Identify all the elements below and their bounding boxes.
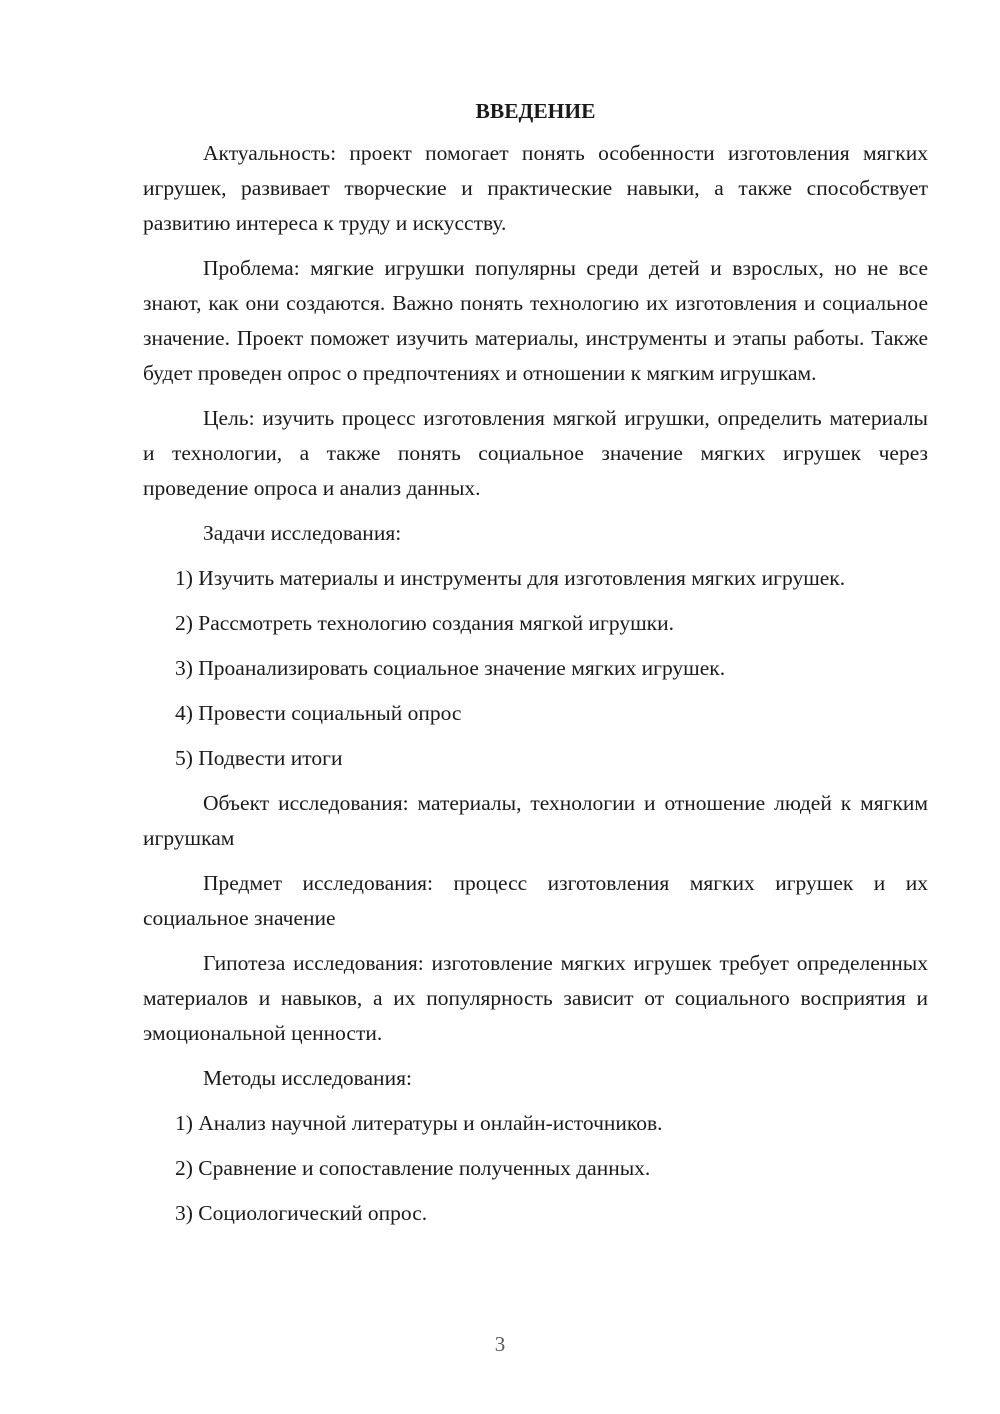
document-page bbox=[143, 96, 928, 1241]
object-paragraph: Объект исследования: материалы, технологии и отношение людей к мягким игрушкам bbox=[143, 791, 928, 850]
goal-paragraph: Цель: изучить процесс изготовления мягкой игрушки, определить материалы и технологии, а также понять социальное значение мягких игрушек через проведение опроса и анализ данных. bbox=[143, 406, 928, 500]
method-item-2: 2) Сравнение и сопоставление полученных данных. bbox=[175, 1156, 651, 1180]
methods-heading: Методы исследования: bbox=[203, 1066, 412, 1090]
hypothesis-paragraph: Гипотеза исследования: изготовление мягких игрушек требует определенных материалов и навыков, а их популярность зависит от социального восприятия и эмоциональной ценности. bbox=[143, 951, 928, 1045]
problem-paragraph: Проблема: мягкие игрушки популярны среди детей и взрослых, но не все знают, как они создаются. Важно понять технологию их изготовления и социальное значение. Проект поможет изучить материалы, инструменты и этапы работы. Также будет проведен опрос о предпочтениях и отношении к мягким игрушкам. bbox=[143, 256, 928, 385]
method-item-1: 1) Анализ научной литературы и онлайн-источников. bbox=[175, 1111, 663, 1135]
task-item-1: 1) Изучить материалы и инструменты для изготовления мягких игрушек. bbox=[175, 566, 846, 590]
task-item-5: 5) Подвести итоги bbox=[175, 746, 343, 770]
task-item-2: 2) Рассмотреть технологию создания мягкой игрушки. bbox=[175, 611, 674, 635]
relevance-paragraph: Актуальность: проект помогает понять особенности изготовления мягких игрушек, развивает творческие и практические навыки, а также способствует развитию интереса к труду и искусству. bbox=[143, 141, 928, 235]
method-item-3: 3) Социологический опрос. bbox=[175, 1201, 428, 1225]
tasks-heading: Задачи исследования: bbox=[203, 521, 402, 545]
subject-paragraph: Предмет исследования: процесс изготовления мягких игрушек и их социальное значение bbox=[143, 871, 928, 930]
task-item-3: 3) Проанализировать социальное значение мягких игрушек. bbox=[175, 656, 726, 680]
page-number: 3 bbox=[494, 1332, 506, 1356]
task-item-4: 4) Провести социальный опрос bbox=[175, 701, 462, 725]
page-title: ВВЕДЕНИЕ bbox=[475, 99, 596, 123]
